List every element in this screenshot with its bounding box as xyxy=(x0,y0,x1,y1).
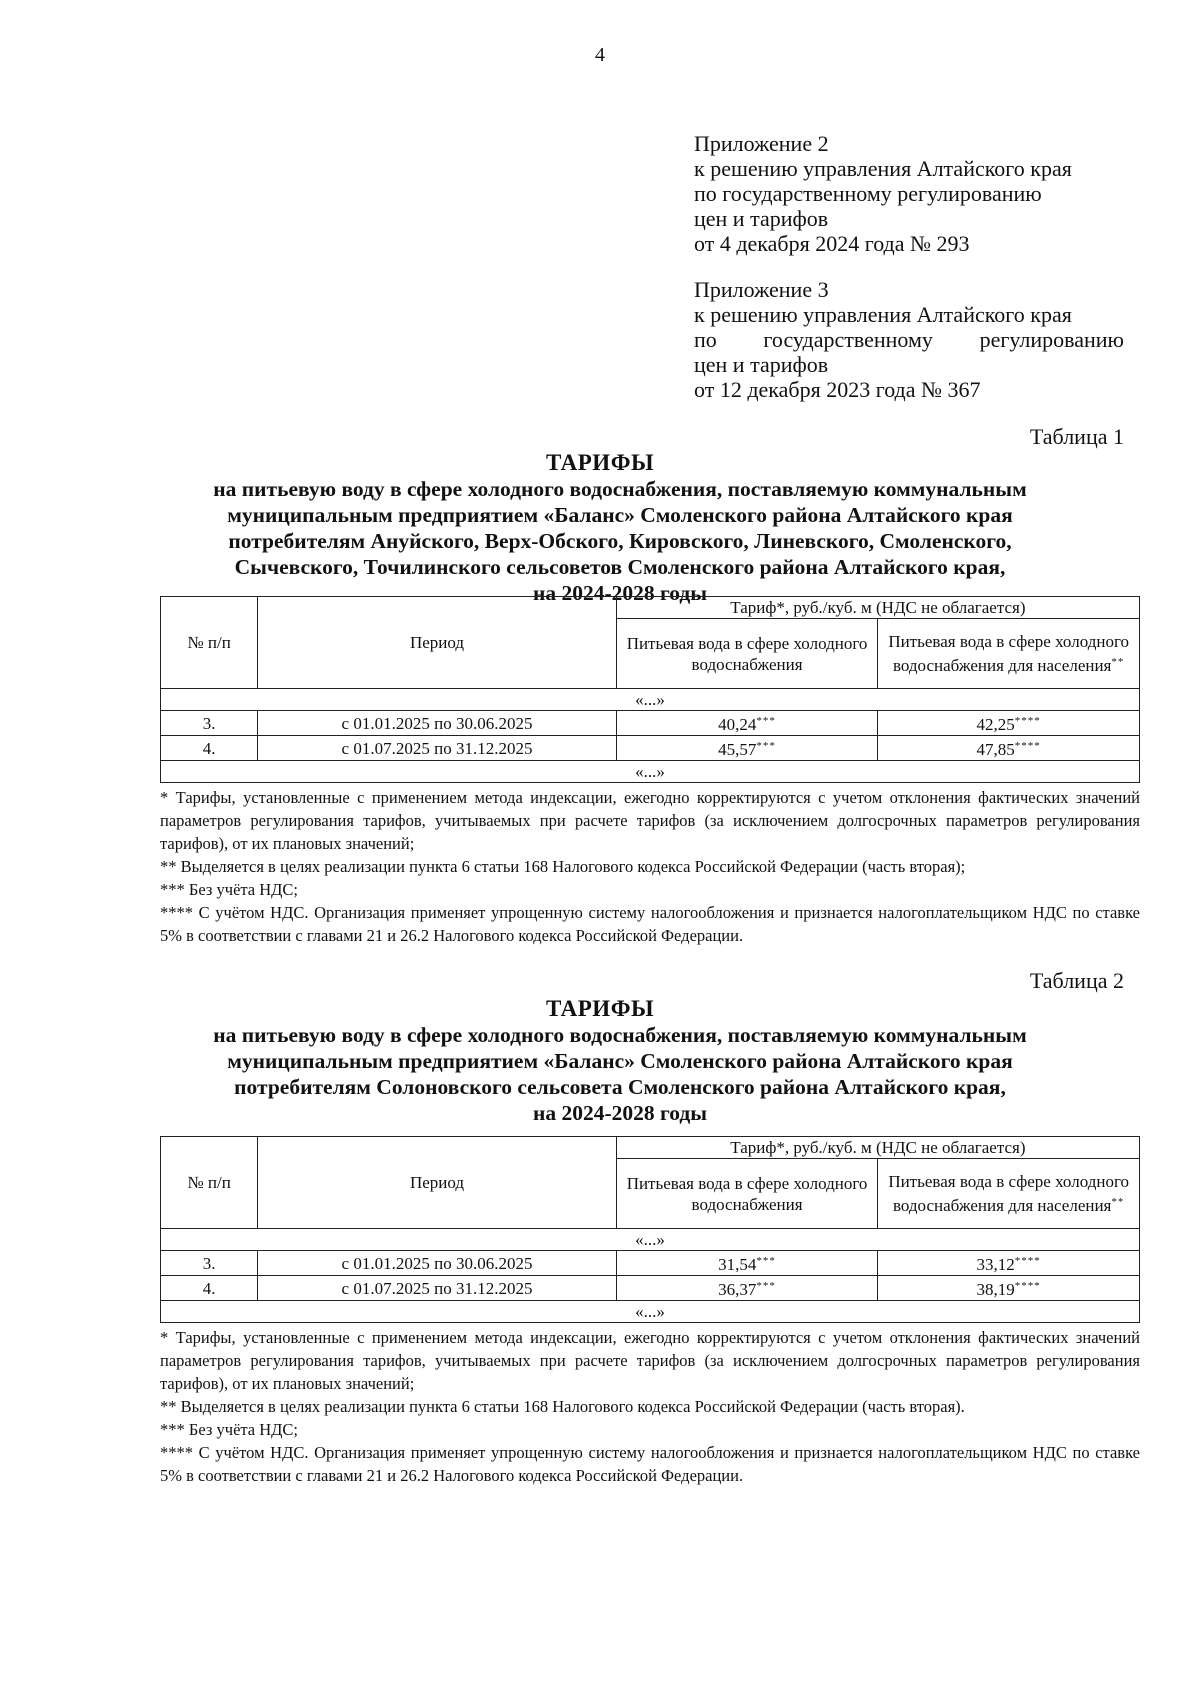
row-value-1 xyxy=(616,1251,878,1276)
header-period: Период xyxy=(258,1137,616,1229)
header-col2-text: Питьевая вода в сфере холодного водоснабжения для населения xyxy=(888,1172,1130,1215)
footnote-mark: **** xyxy=(1014,1255,1041,1267)
table-row xyxy=(161,1251,1140,1276)
ellipsis-row: «...» xyxy=(161,689,1140,711)
header-col1: Питьевая вода в сфере холодного водоснабжения xyxy=(616,1159,878,1229)
tariff-table-1 xyxy=(160,596,1140,783)
table-2-subtitle-line: на 2024-2028 годы xyxy=(532,1101,708,1125)
footnote: *** Без учёта НДС; xyxy=(160,880,299,899)
header-tariff-group: Тариф*, руб./куб. м (НДС не облагается) xyxy=(616,597,1139,619)
value: 33,12 xyxy=(976,1255,1015,1274)
header-col2 xyxy=(878,1159,1140,1229)
table-row xyxy=(161,736,1140,761)
value: 31,54 xyxy=(718,1255,757,1274)
annex-3-line: цен и тарифов xyxy=(694,352,829,377)
footnote-mark: *** xyxy=(756,740,776,752)
header-tariff-group: Тариф*, руб./куб. м (НДС не облагается) xyxy=(616,1137,1139,1159)
row-period: с 01.07.2025 по 31.12.2025 xyxy=(258,1276,616,1301)
table-1-title: ТАРИФЫ xyxy=(545,450,655,475)
footnote-mark: ** xyxy=(1111,656,1125,668)
value: 38,19 xyxy=(976,1280,1015,1299)
table-2-title: ТАРИФЫ xyxy=(545,996,655,1021)
table-2-subtitle-line: муниципальным предприятием «Баланс» Смоленского района Алтайского края xyxy=(227,1049,1013,1073)
row-num: 4. xyxy=(161,1276,258,1301)
table-1-subtitle xyxy=(120,476,1120,606)
row-value-2 xyxy=(878,736,1140,761)
ellipsis-row: «...» xyxy=(161,761,1140,783)
footnote-mark: **** xyxy=(1014,1280,1041,1292)
annex-2-line: по государственному регулированию xyxy=(694,181,1042,206)
row-period: с 01.01.2025 по 30.06.2025 xyxy=(258,1251,616,1276)
page-number: 4 xyxy=(595,44,605,66)
table-row xyxy=(161,1276,1140,1301)
table-2-notes xyxy=(160,1326,1140,1487)
header-col2-text: Питьевая вода в сфере холодного водоснабжения для населения xyxy=(888,632,1130,675)
table-2-subtitle-line: потребителям Солоновского сельсовета Смоленского района Алтайского края, xyxy=(234,1075,1006,1099)
annex-3-header xyxy=(694,277,1124,402)
annex-3-line: Приложение 3 xyxy=(694,277,829,302)
footnote-mark: *** xyxy=(756,1255,776,1267)
annex-2-line: цен и тарифов xyxy=(694,206,829,231)
annex-2-line: от 4 декабря 2024 года № 293 xyxy=(694,231,970,256)
annex-3-line: от 12 декабря 2023 года № 367 xyxy=(694,377,981,402)
header-period: Период xyxy=(258,597,616,689)
footnote-mark: **** xyxy=(1014,715,1041,727)
header-num: № п/п xyxy=(161,597,258,689)
value: 45,57 xyxy=(718,740,757,759)
value: 42,25 xyxy=(976,715,1015,734)
annex-2-line: Приложение 2 xyxy=(694,131,829,156)
value: 47,85 xyxy=(976,740,1015,759)
table-1-label: Таблица 1 xyxy=(1029,424,1124,449)
footnote: * Тарифы, установленные с применением метода индексации, ежегодно корректируются с учетом отклонения фактических значений параметров регулирования тарифов, учитываемых при расчете тарифов (за исключением долгосрочных параметров регулирования тарифов), от их плановых значений; xyxy=(160,788,1140,853)
header-num: № п/п xyxy=(161,1137,258,1229)
table-1-notes xyxy=(160,786,1140,947)
row-period: с 01.07.2025 по 31.12.2025 xyxy=(258,736,616,761)
value: 40,24 xyxy=(718,715,757,734)
footnote-mark: *** xyxy=(756,1280,776,1292)
footnote-mark: *** xyxy=(756,715,776,727)
value: 36,37 xyxy=(718,1280,757,1299)
table-row xyxy=(161,711,1140,736)
table-1-subtitle-line: на питьевую воду в сфере холодного водоснабжения, поставляемую коммунальным xyxy=(213,477,1027,501)
header-col2 xyxy=(878,619,1140,689)
row-num: 3. xyxy=(161,711,258,736)
footnote-mark: ** xyxy=(1111,1196,1125,1208)
row-value-1 xyxy=(616,736,878,761)
row-num: 4. xyxy=(161,736,258,761)
row-value-1 xyxy=(616,711,878,736)
row-value-2 xyxy=(878,1276,1140,1301)
footnote-mark: **** xyxy=(1014,740,1041,752)
ellipsis-row: «...» xyxy=(161,1229,1140,1251)
footnote: ** Выделяется в целях реализации пункта 6 статьи 168 Налогового кодекса Российской Федерации (часть вторая); xyxy=(160,857,966,876)
annex-2-header xyxy=(694,131,1124,256)
table-2-label: Таблица 2 xyxy=(1029,968,1124,993)
header-col1: Питьевая вода в сфере холодного водоснабжения xyxy=(616,619,878,689)
footnote: **** С учётом НДС. Организация применяет упрощенную систему налогообложения и признается налогоплательщиком НДС по ставке 5% в соответствии с главами 21 и 26.2 Налогового кодекса Российской Федерации. xyxy=(160,903,1140,945)
row-num: 3. xyxy=(161,1251,258,1276)
table-2-subtitle-line: на питьевую воду в сфере холодного водоснабжения, поставляемую коммунальным xyxy=(213,1023,1027,1047)
table-1-subtitle-line: потребителям Ануйского, Верх-Обского, Кировского, Линевского, Смоленского, xyxy=(228,529,1012,553)
table-1-subtitle-line: муниципальным предприятием «Баланс» Смоленского района Алтайского края xyxy=(227,503,1013,527)
table-1-subtitle-line: Сычевского, Точилинского сельсоветов Смоленского района Алтайского края, xyxy=(234,555,1006,579)
tariff-table-2 xyxy=(160,1136,1140,1323)
annex-2-line: к решению управления Алтайского края xyxy=(694,156,1072,181)
annex-3-line: по государственному регулированию xyxy=(694,327,1124,352)
table-1-subtitle-line: на 2024-2028 годы xyxy=(532,581,708,605)
row-period: с 01.01.2025 по 30.06.2025 xyxy=(258,711,616,736)
row-value-2 xyxy=(878,711,1140,736)
table-2-subtitle xyxy=(120,1022,1120,1126)
annex-3-line: к решению управления Алтайского края xyxy=(694,302,1072,327)
footnote: *** Без учёта НДС; xyxy=(160,1420,299,1439)
footnote: **** С учётом НДС. Организация применяет упрощенную систему налогообложения и признается налогоплательщиком НДС по ставке 5% в соответствии с главами 21 и 26.2 Налогового кодекса Российской Федерации. xyxy=(160,1443,1140,1485)
footnote: * Тарифы, установленные с применением метода индексации, ежегодно корректируются с учетом отклонения фактических значений параметров регулирования тарифов, учитываемых при расчете тарифов (за исключением долгосрочных параметров регулирования тарифов), от их плановых значений; xyxy=(160,1328,1140,1393)
row-value-2 xyxy=(878,1251,1140,1276)
ellipsis-row: «...» xyxy=(161,1301,1140,1323)
row-value-1 xyxy=(616,1276,878,1301)
footnote: ** Выделяется в целях реализации пункта 6 статьи 168 Налогового кодекса Российской Федерации (часть вторая). xyxy=(160,1397,965,1416)
